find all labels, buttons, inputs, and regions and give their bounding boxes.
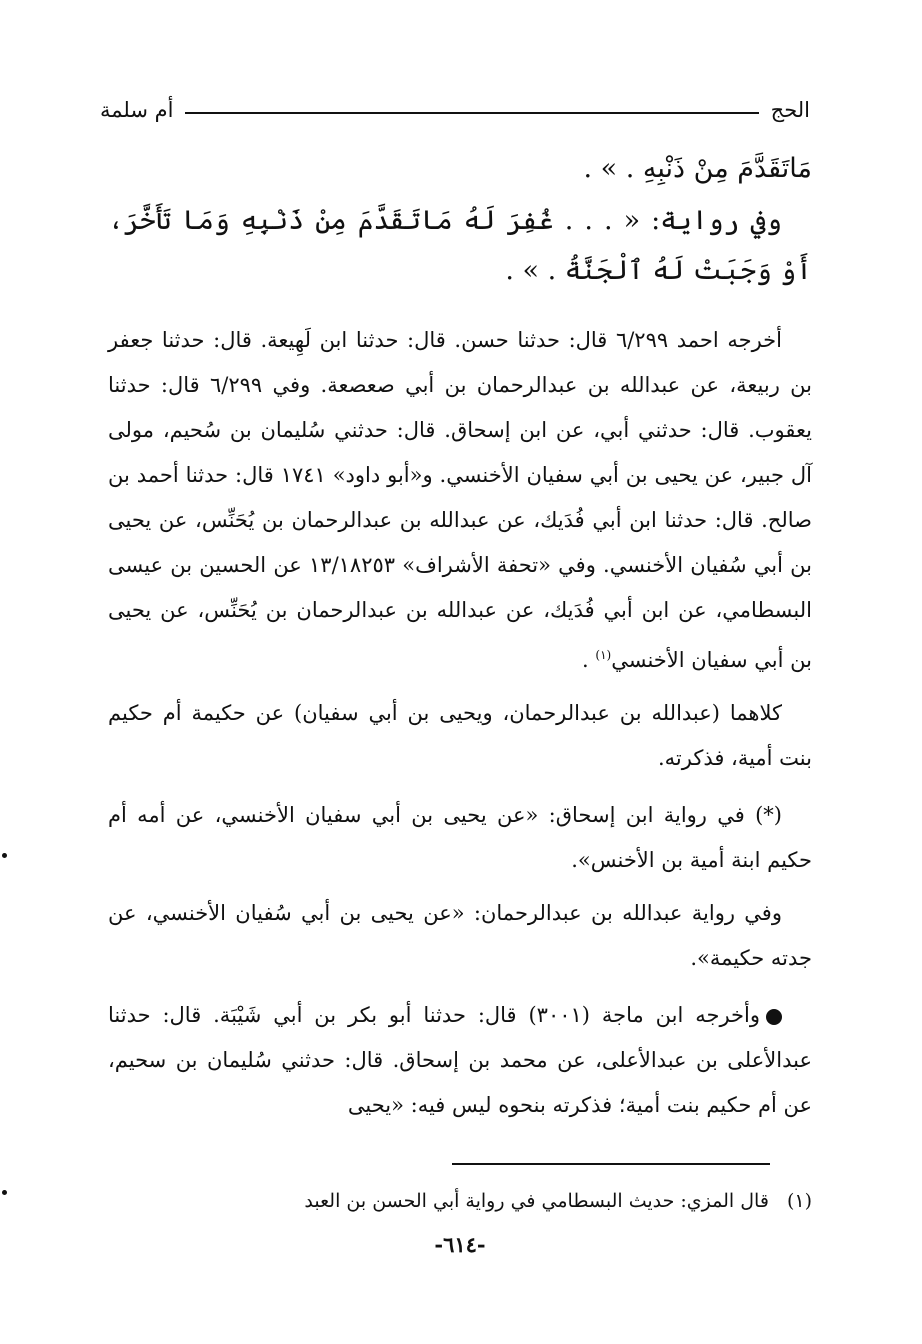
footnote-ref: (١) [595, 648, 612, 662]
page-body [108, 144, 812, 1128]
footnote-text: قال المزي: حديث البسطامي في رواية أبي الحسن بن العبد [304, 1190, 769, 1212]
footnote [108, 1186, 812, 1216]
bullet-icon [766, 1009, 782, 1025]
takhrij-end: . [582, 648, 596, 672]
takhrij-main: أخرجه احمد ٦/٢٩٩ قال: حدثنا حسن. قال: حدثنا ابن لَهِيعة. قال: حدثنا جعفر بن ربيعة، عن عبدالله بن عبدالرحمان بن أبي صعصعة. وفي ٦/٢٩٩ قال: حدثنا يعقوب. قال: حدثني أبي، عن ابن إسحاق. قال: حدثني سُليمان بن سُحيم، مولى آل جبير، عن يحيى بن أبي سفيان الأخنسي. و«أبو داود» ١٧٤١ قال: حدثنا أحمد بن صالح. قال: حدثنا ابن أبي فُدَيك، عن عبدالله بن عبدالرحمان بن يُحَنِّس، عن يحيى بن أبي سُفيان الأخنسي. وفي «تحفة الأشراف» ١٣/١٨٢٥٣ عن الحسين بن عيسى البسطامي، عن ابن أبي فُدَيك، عن عبدالله بن عبدالرحمان بن يُحَنِّس، عن يحيى بن أبي سفيان الأخنسي [108, 328, 812, 672]
margin-dot-mark [2, 1190, 7, 1195]
running-header [100, 92, 810, 128]
ibn-majah-text: وأخرجه ابن ماجة (٣٠٠١) قال: حدثنا أبو بكر بن أبي شَيْبَة. قال: حدثنا عبدالأعلى بن عبدالأعلى، عن محمد بن إسحاق. قال: حدثني سُليمان بن سحيم، عن أم حكيم بنت أمية؛ فذكرته بنحوه ليس فيه: «يحيى [108, 1003, 812, 1117]
ibn-ishaq-note: (*) في رواية ابن إسحاق: «عن يحيى بن أبي سفيان الأخنسي، عن أمه أم حكيم ابنة أمية بن الأخنس». [108, 803, 812, 872]
takhrij-paragraph [108, 318, 812, 683]
header-narrator: أم سلمة [100, 98, 174, 122]
ibn-majah-paragraph [108, 993, 812, 1128]
both-narrators-paragraph: كلاهما (عبدالله بن عبدالرحمان، ويحيى بن أبي سفيان) عن حكيمة أم حكيم بنت أمية، فذكرته. [108, 701, 812, 770]
header-rule [185, 112, 758, 114]
header-chapter: الحج [770, 98, 810, 122]
hadith-variant: وفي رواية: « . . . غُفِرَ لَهُ مَاتَقَدَّمَ مِنْ ذَنْبِهِ وَمَا تَأَخَّرَ، أَوْ وَجَبَتْ لَهُ ٱلْجَنَّةُ . » . [108, 205, 812, 286]
section-gap [108, 296, 812, 318]
abdullah-note: وفي رواية عبدالله بن عبدالرحمان: «عن يحيى بن أبي سُفيان الأخنسي، عن جدته حكيمة». [108, 901, 812, 970]
hadith-text-line: مَاتَقَدَّمَ مِنْ ذَنْبِهِ . » . [583, 153, 812, 184]
page-number: -٦١٤- [434, 1232, 486, 1257]
footnote-number: (١) [786, 1190, 812, 1212]
footnote-separator [452, 1163, 770, 1165]
margin-dot-mark [2, 853, 7, 858]
